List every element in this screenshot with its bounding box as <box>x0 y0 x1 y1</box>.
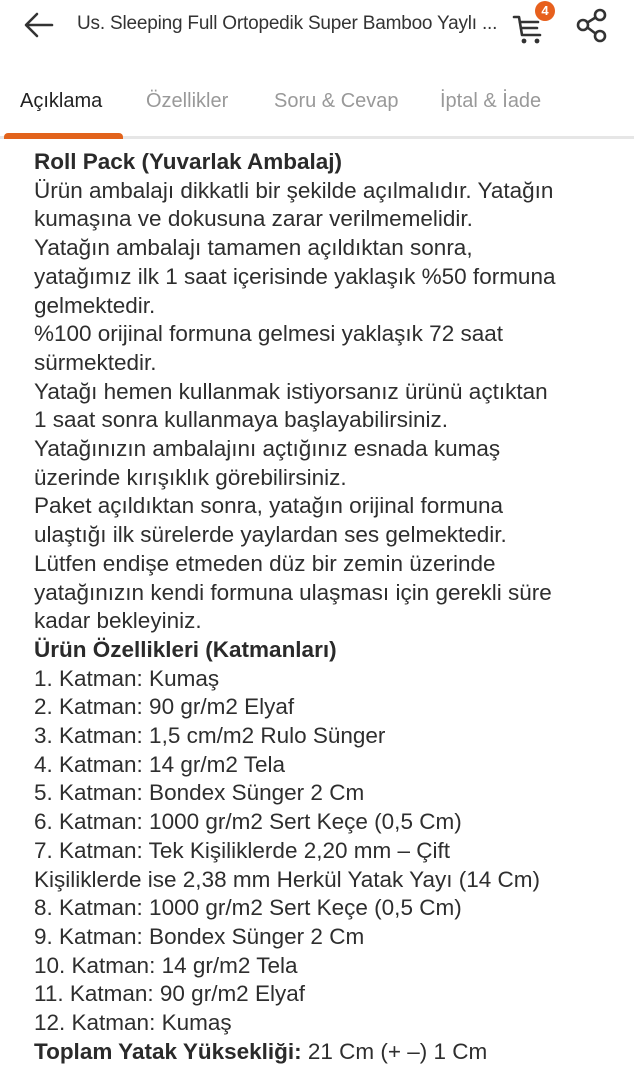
paragraph-line: Yatağı hemen kullanmak istiyorsanız ürünü açtıktan <box>34 378 548 404</box>
layer-item: 5. Katman: Bondex Sünger 2 Cm <box>34 780 365 806</box>
description-content <box>34 148 624 1067</box>
section-heading-product-layers: Ürün Özellikleri (Katmanları) <box>34 636 337 662</box>
paragraph-line: üzerinde kırışıklık görebilirsiniz. <box>34 464 347 490</box>
layer-item: 2. Katman: 90 gr/m2 Elyaf <box>34 694 295 720</box>
total-height-row <box>34 1038 624 1067</box>
layer-item: 11. Katman: 90 gr/m2 Elyaf <box>34 981 305 1007</box>
layer-item: 10. Katman: 14 gr/m2 Tela <box>34 952 298 978</box>
paragraph-line: Lütfen endişe etmeden düz bir zemin üzerinde <box>34 550 496 576</box>
paragraph-line: Yatağınızın ambalajını açtığınız esnada kumaş <box>34 436 501 462</box>
paragraph-line: Yatağın ambalajı tamamen açıldıktan sonra, <box>34 235 473 261</box>
paragraph-line: %100 orijinal formuna gelmesi yaklaşık 72 saat <box>34 321 503 347</box>
tab-cancel-return[interactable]: İptal & İade <box>440 90 542 112</box>
tab-description[interactable]: Açıklama <box>20 90 103 112</box>
paragraph-line: 1 saat sonra kullanmaya başlayabilirsiniz. <box>34 407 448 433</box>
layer-item: 3. Katman: 1,5 cm/m2 Rulo Sünger <box>34 723 386 749</box>
share-button[interactable] <box>574 7 610 43</box>
section-heading-roll-pack: Roll Pack (Yuvarlak Ambalaj) <box>34 149 343 174</box>
layer-item: 7. Katman: Tek Kişiliklerde 2,20 mm – Çift <box>34 837 450 863</box>
cart-count-badge: 4 <box>535 1 555 21</box>
layer-item: 4. Katman: 14 gr/m2 Tela <box>34 751 285 777</box>
paragraph-line: ulaştığı ilk sürelerde yaylardan ses gelmektedir. <box>34 522 507 548</box>
paragraph-line: Ürün ambalajı dikkatli bir şekilde açılmalıdır. Yatağın <box>34 177 554 203</box>
top-app-bar <box>0 0 634 56</box>
paragraph-line: kumaşına ve dokusuna zarar verilmemelidir. <box>34 206 473 232</box>
paragraph-line: sürmektedir. <box>34 349 157 375</box>
tab-bar <box>0 78 634 138</box>
paragraph-line: yatağınızın kendi formuna ulaşması için gerekli süre <box>34 579 552 605</box>
product-title: Us. Sleeping Full Ortopedik Super Bamboo Yaylı ... <box>77 13 497 34</box>
back-button[interactable] <box>22 10 58 40</box>
layer-item: Kişiliklerde ise 2,38 mm Herkül Yatak Yayı (14 Cm) <box>34 866 541 892</box>
layer-item: 8. Katman: 1000 gr/m2 Sert Keçe (0,5 Cm) <box>34 895 462 921</box>
tab-features[interactable]: Özellikler <box>146 90 229 112</box>
tab-questions-answers[interactable]: Soru & Cevap <box>274 90 399 112</box>
layer-item: 6. Katman: 1000 gr/m2 Sert Keçe (0,5 Cm) <box>34 809 462 835</box>
layer-item: 9. Katman: Bondex Sünger 2 Cm <box>34 923 365 949</box>
total-height-label: Toplam Yatak Yüksekliği: <box>34 1038 302 1064</box>
total-height-value: 21 Cm (+ –) 1 Cm <box>301 1038 488 1064</box>
paragraph-line: yatağımız ilk 1 saat içerisinde yaklaşık %50 formuna <box>34 263 556 289</box>
active-tab-indicator <box>4 133 123 139</box>
layer-item: 1. Katman: Kumaş <box>34 665 220 691</box>
share-icon <box>574 7 610 43</box>
paragraph-line: kadar bekleyiniz. <box>34 608 202 634</box>
paragraph-line: gelmektedir. <box>34 292 156 318</box>
layer-item: 12. Katman: Kumaş <box>34 1010 232 1036</box>
paragraph-line: Paket açıldıktan sonra, yatağın orijinal formuna <box>34 493 504 519</box>
arrow-left-icon <box>22 10 58 40</box>
